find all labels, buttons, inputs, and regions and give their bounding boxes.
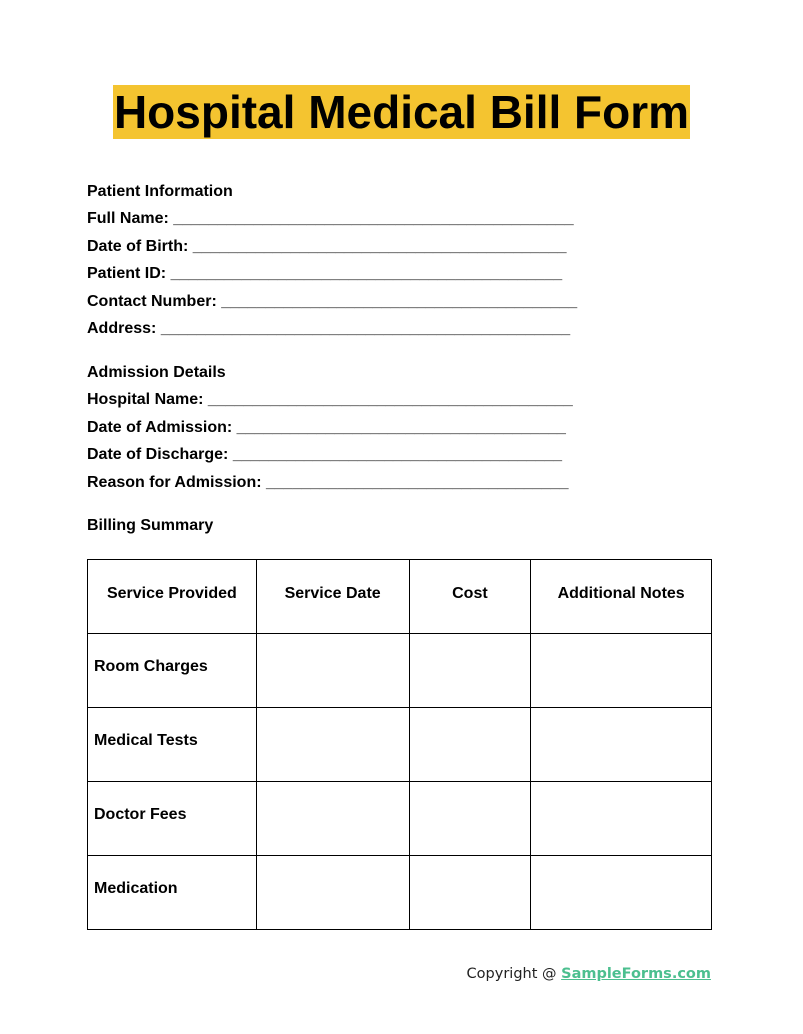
- notes-cell[interactable]: [531, 856, 712, 930]
- reason-for-admission-field[interactable]: [87, 474, 573, 502]
- field-blank[interactable]: __________________________________________: [192, 237, 567, 255]
- field-blank[interactable]: __________________________________: [266, 473, 569, 491]
- cost-cell[interactable]: [409, 708, 531, 782]
- service-cell: Doctor Fees: [88, 782, 257, 856]
- field-label: Date of Discharge:: [87, 446, 229, 463]
- service-date-cell[interactable]: [256, 856, 409, 930]
- service-date-cell[interactable]: [256, 782, 409, 856]
- field-label: Reason for Admission:: [87, 473, 262, 491]
- notes-cell[interactable]: [531, 634, 712, 708]
- table-row: [88, 708, 712, 782]
- copyright-footer: [467, 966, 711, 982]
- notes-cell[interactable]: [531, 708, 712, 782]
- billing-summary-section: [87, 517, 213, 544]
- cost-cell[interactable]: [409, 782, 531, 856]
- column-header-cost: Cost: [409, 560, 531, 634]
- admission-details-section: [87, 364, 573, 501]
- field-label: Contact Number:: [87, 292, 217, 310]
- page-title: Hospital Medical Bill Form: [113, 86, 690, 138]
- section-heading: Patient Information: [87, 183, 233, 200]
- field-blank[interactable]: ________________________________________: [221, 292, 578, 310]
- patient-id-field[interactable]: [87, 265, 577, 293]
- table-header-row: [88, 560, 712, 634]
- patient-information-section: [87, 183, 577, 348]
- service-date-cell[interactable]: [256, 634, 409, 708]
- field-blank[interactable]: ____________________________________________: [170, 265, 563, 282]
- table-row: [88, 634, 712, 708]
- field-blank[interactable]: _____________________________________: [232, 446, 563, 463]
- field-label: Patient ID:: [87, 265, 167, 282]
- billing-table: [87, 559, 712, 930]
- table-row: [88, 856, 712, 930]
- notes-cell[interactable]: [531, 782, 712, 856]
- field-label: Hospital Name:: [87, 391, 204, 408]
- column-header-service-provided: Service Provided: [88, 560, 257, 634]
- date-of-discharge-field[interactable]: [87, 446, 573, 474]
- brand-link[interactable]: SampleForms.com: [561, 966, 711, 982]
- service-cell: Room Charges: [88, 634, 257, 708]
- service-date-cell[interactable]: [256, 708, 409, 782]
- field-blank[interactable]: ______________________________________________: [160, 320, 571, 337]
- address-field[interactable]: [87, 320, 577, 348]
- field-blank[interactable]: _____________________________________________: [173, 210, 574, 227]
- cost-cell[interactable]: [409, 634, 531, 708]
- cost-cell[interactable]: [409, 856, 531, 930]
- title-container: [0, 85, 803, 139]
- field-label: Full Name:: [87, 210, 169, 227]
- section-heading: Billing Summary: [87, 517, 214, 534]
- column-header-service-date: Service Date: [256, 560, 409, 634]
- service-cell: Medical Tests: [88, 708, 257, 782]
- copyright-text: Copyright @: [466, 966, 562, 982]
- date-of-admission-field[interactable]: [87, 419, 573, 447]
- contact-number-field[interactable]: [87, 293, 577, 321]
- field-label: Date of Admission:: [87, 418, 233, 436]
- column-header-additional-notes: Additional Notes: [531, 560, 712, 634]
- field-blank[interactable]: _________________________________________: [207, 391, 573, 408]
- date-of-birth-field[interactable]: [87, 238, 577, 266]
- table-row: [88, 782, 712, 856]
- hospital-name-field[interactable]: [87, 391, 573, 419]
- field-label: Address:: [87, 320, 157, 337]
- field-label: Date of Birth:: [87, 237, 189, 255]
- field-blank[interactable]: _____________________________________: [236, 418, 566, 436]
- service-cell: Medication: [88, 856, 257, 930]
- section-heading: Admission Details: [87, 364, 226, 381]
- full-name-field[interactable]: [87, 210, 577, 238]
